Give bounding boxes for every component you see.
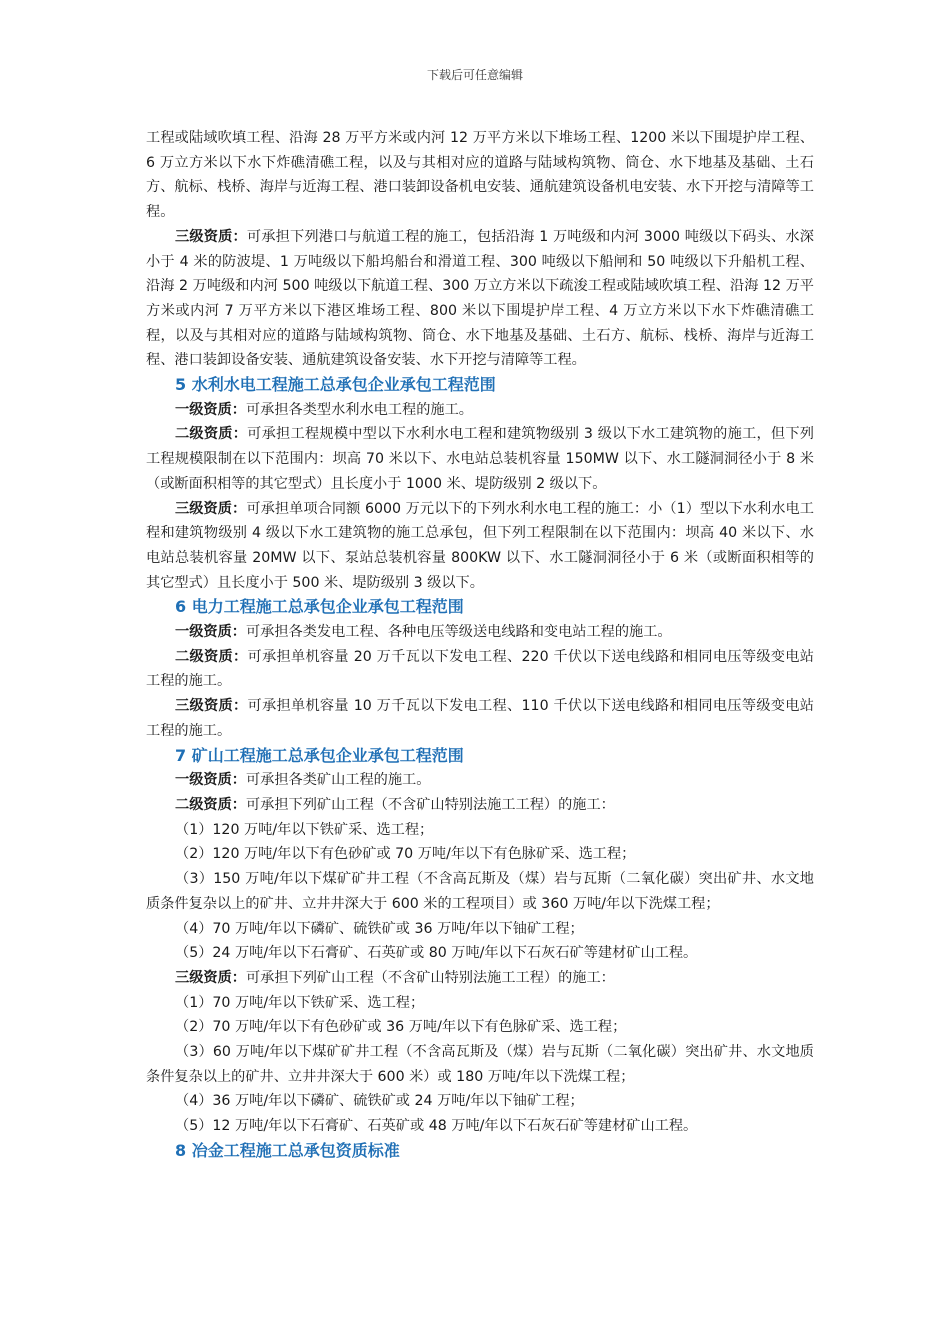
paragraph	[146, 1015, 814, 1040]
paragraph-text: （3）60 万吨/年以下煤矿矿井工程（不含高瓦斯及（煤）岩与瓦斯（二氧化碳）突出矿井、水文地质条件复杂以上的矿井、立井井深大于 600 米）或 180 万吨/年以下洗煤工程；	[146, 1044, 814, 1085]
paragraph-text: （2）70 万吨/年以下有色砂矿或 36 万吨/年以下有色脉矿采、选工程；	[175, 1019, 627, 1036]
paragraph-text: 可承担各类发电工程、各种电压等级送电线路和变电站工程的施工。	[245, 624, 672, 641]
paragraph	[146, 867, 814, 916]
qualification-label: 一级资质：	[175, 772, 246, 789]
paragraph	[146, 991, 814, 1016]
paragraph	[146, 497, 814, 596]
qualification-label: 三级资质：	[175, 969, 246, 986]
paragraph	[146, 225, 814, 373]
qualification-label: 二级资质：	[175, 426, 248, 443]
paragraph-text: （5）24 万吨/年以下石膏矿、石英矿或 80 万吨/年以下石灰石矿等建材矿山工程。	[175, 945, 698, 962]
paragraph-text: 可承担下列矿山工程（不含矿山特别法施工工程）的施工：	[245, 796, 615, 813]
paragraph	[146, 126, 814, 225]
paragraph-text: （4）70 万吨/年以下磷矿、硫铁矿或 36 万吨/年以下铀矿工程；	[175, 920, 584, 937]
paragraph	[146, 842, 814, 867]
paragraph	[146, 941, 814, 966]
paragraph-text: 可承担下列港口与航道工程的施工，包括沿海 1 万吨级和内河 3000 吨级以下码头、水深小于 4 米的防波堤、1 万吨级以下船坞船台和滑道工程、300 吨级以下船闸和 50 吨级以下升船机工程、沿海 2 万吨级和内河 500 吨级以下航道工程、300 万立方米以下疏浚工程或陆域吹填工程、沿海 12 万平方米或内河 7 万平方米以下港区堆场工程、800 米以下围堤护岸工程、4 万立方米以下水下炸礁清礁工程，以及与其相对应的道路与陆域构筑物、筒仓、水下地基及基础、土石方、航标、栈桥、海岸与近海工程、港口装卸设备安装、通航建筑设备安装、水下开挖与清障等工程。	[146, 228, 814, 369]
paragraph-text: 工程或陆域吹填工程、沿海 28 万平方米或内河 12 万平方米以下堆场工程、1200 米以下围堤护岸工程、6 万立方米以下水下炸礁清礁工程，以及与其相对应的道路与陆域构筑物、筒仓、水下地基及基础、土石方、航标、栈桥、海岸与近海工程、港口装卸设备机电安装、通航建筑设备机电安装、水下开挖与清障等工程。	[146, 130, 814, 221]
section-heading: 7 矿山工程施工总承包企业承包工程范围	[175, 745, 464, 765]
qualification-label: 二级资质：	[175, 648, 248, 665]
paragraph-text: 可承担单项合同额 6000 万元以下的下列水利水电工程的施工：小（1）型以下水利水电工程和建筑物级别 4 级以下水工建筑物的施工总承包，但下列工程限制在以下范围内：坝高 40 米以下、水电站总装机容量 20MW 以下、泵站总装机容量 800KW 以下、水工隧洞洞径小于 6 米（或断面积相等的其它型式）且长度小于 500 米、堤防级别 3 级以下。	[146, 500, 814, 591]
qualification-label: 一级资质：	[175, 624, 246, 641]
paragraph	[146, 793, 814, 818]
paragraph-text: （5）12 万吨/年以下石膏矿、石英矿或 48 万吨/年以下石灰石矿等建材矿山工程。	[175, 1118, 698, 1135]
paragraph	[146, 1040, 814, 1089]
paragraph	[146, 768, 814, 793]
paragraph-text: （4）36 万吨/年以下磷矿、硫铁矿或 24 万吨/年以下铀矿工程；	[175, 1093, 584, 1110]
paragraph	[146, 1114, 814, 1139]
paragraph	[146, 1089, 814, 1114]
paragraph	[146, 818, 814, 843]
qualification-label: 一级资质：	[175, 401, 246, 418]
paragraph-text: （1）120 万吨/年以下铁矿采、选工程；	[175, 821, 434, 838]
paragraph-text: （1）70 万吨/年以下铁矿采、选工程；	[175, 994, 425, 1011]
paragraph-text: （3）150 万吨/年以下煤矿矿井工程（不含高瓦斯及（煤）岩与瓦斯（二氧化碳）突出矿井、水文地质条件复杂以上的矿井、立井井深大于 600 米的工程项目）或 360 万吨/年以下洗煤工程；	[146, 871, 814, 912]
section-heading: 5 水利水电工程施工总承包企业承包工程范围	[175, 375, 496, 395]
document-body	[146, 126, 814, 1164]
page-header: 下载后可任意编辑	[426, 68, 523, 82]
paragraph	[146, 966, 814, 991]
qualification-label: 二级资质：	[175, 796, 246, 813]
paragraph	[146, 645, 814, 694]
section-heading: 6 电力工程施工总承包企业承包工程范围	[175, 597, 464, 617]
paragraph	[146, 422, 814, 496]
paragraph-text: 可承担单机容量 20 万千瓦以下发电工程、220 千伏以下送电线路和相同电压等级变电站工程的施工。	[146, 648, 814, 690]
paragraph-text: 可承担单机容量 10 万千瓦以下发电工程、110 千伏以下送电线路和相同电压等级变电站工程的施工。	[146, 698, 814, 739]
paragraph-text: 可承担下列矿山工程（不含矿山特别法施工工程）的施工：	[245, 969, 615, 986]
qualification-label: 三级资质：	[175, 228, 247, 245]
qualification-label: 三级资质：	[175, 698, 248, 715]
paragraph	[146, 694, 814, 743]
paragraph-text: （2）120 万吨/年以下有色砂矿或 70 万吨/年以下有色脉矿采、选工程；	[175, 846, 636, 863]
qualification-label: 三级资质：	[175, 500, 247, 517]
paragraph	[146, 620, 814, 645]
paragraph	[146, 398, 814, 423]
section-heading: 8 冶金工程施工总承包资质标准	[175, 1140, 400, 1160]
paragraph-text: 可承担各类型水利水电工程的施工。	[245, 401, 473, 418]
paragraph-text: 可承担各类矿山工程的施工。	[245, 772, 431, 789]
paragraph	[146, 917, 814, 942]
paragraph-text: 可承担工程规模中型以下水利水电工程和建筑物级别 3 级以下水工建筑物的施工，但下列工程规模限制在以下范围内：坝高 70 米以下、水电站总装机容量 150MW 以下、水工隧洞洞径小于 8 米（或断面积相等的其它型式）且长度小于 1000 米、堤防级别 2 级以下。	[146, 426, 814, 492]
